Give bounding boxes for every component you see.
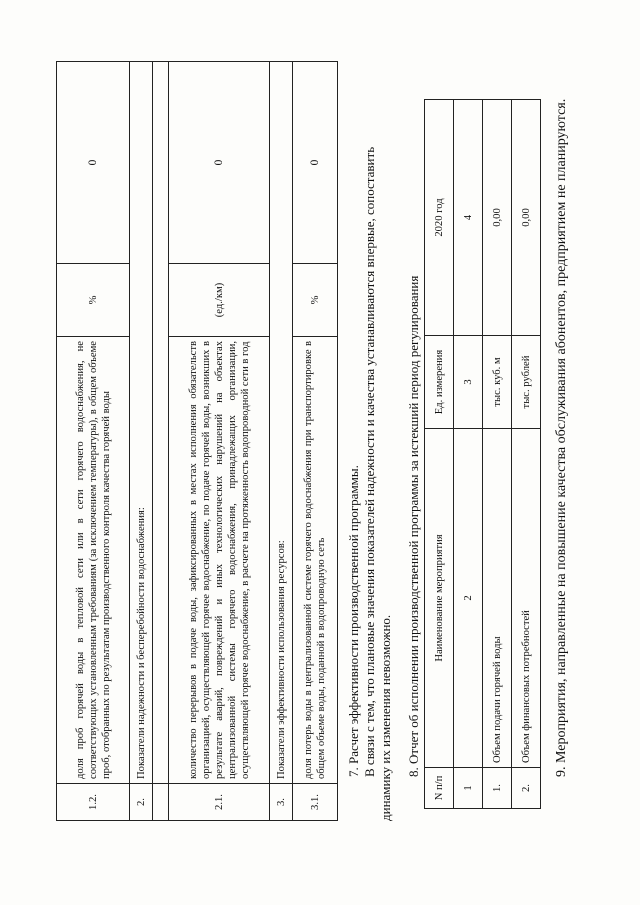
table-row [270, 62, 293, 821]
indicator-value: 0 [293, 62, 338, 264]
column-header: Наименование мероприятия [425, 429, 454, 768]
measure-name: Объем подачи горячей воды [483, 429, 512, 768]
row-number: 3.1. [293, 784, 338, 821]
column-number: 4 [454, 100, 483, 336]
table-row [483, 100, 512, 809]
table-column-numbers-row [454, 100, 483, 809]
section-number: 3. [270, 784, 293, 821]
measure-name: Объем финансовых потребностей [512, 429, 541, 768]
measure-value: 0,00 [512, 100, 541, 336]
row-number: 2. [512, 768, 541, 809]
row-number: 2.1. [169, 784, 270, 821]
indicator-value: 0 [57, 62, 130, 264]
indicators-table [56, 61, 338, 821]
indicator-description: доля проб горячей воды в тепловой сети или в сети горячего водоснабжения, не соответствующих установленным требованиям (за исключением температуры), в общем объеме проб, отобранных по результатам производственного контроля качества горячей воды [57, 337, 130, 784]
indicator-unit: % [57, 264, 130, 337]
column-header: 2020 год [425, 100, 454, 336]
report-table [424, 99, 541, 809]
indicator-unit: (ед./км) [169, 264, 270, 337]
section-8-heading: 8. Отчет об исполнении производственной программы за истекший период регулирования [406, 275, 421, 777]
section-9-text: 9. Мероприятия, направленные на повышение качества обслуживания абонентов, предприятием не планируются. [554, 98, 569, 777]
column-number: 3 [454, 336, 483, 429]
table-row [169, 62, 270, 821]
indicator-value: 0 [169, 62, 270, 264]
row-number: 1. [483, 768, 512, 809]
measure-value: 0,00 [483, 100, 512, 336]
table-row [293, 62, 338, 821]
section-title: Показатели надежности и бесперебойности водоснабжения: [130, 62, 153, 784]
section-number: 2. [130, 784, 153, 821]
table-row [57, 62, 130, 821]
table-header-row [425, 100, 454, 809]
section-7-heading: 7. Расчет эффективности производственной программы. [346, 465, 361, 777]
section-title: Показатели эффективности использования ресурсов: [270, 62, 293, 784]
measure-unit: тыс. рублей [512, 336, 541, 429]
indicator-description: доля потерь воды в централизованной системе горячего водоснабжения при транспортировке в общем объеме воды, поданной в водопроводную сеть [293, 337, 338, 784]
section-7-text-continued: динамику их изменения невозможно. [378, 614, 393, 821]
row-number: 1.2. [57, 784, 130, 821]
indicator-unit: % [293, 264, 338, 337]
table-row [512, 100, 541, 809]
table-row [130, 62, 153, 821]
table-row [153, 62, 169, 821]
section-7-text: В связи с тем, что плановые значения показателей надежности и качества устанавливаются впервые, сопоставить [362, 146, 377, 777]
column-number: 1 [454, 768, 483, 809]
column-header: Ед. измерения [425, 336, 454, 429]
empty-cell [153, 62, 169, 784]
column-header: N п/п [425, 768, 454, 809]
empty-cell [153, 784, 169, 821]
indicator-description: количество перерывов в подаче воды, зафиксированных в местах исполнения обязательств организацией, осуществляющей горячее водоснабжение, по подаче горячей воды, возникших в результате аварий, повреждений и иных технологических нарушений на объектах централизованной системы горячего водоснабжения, принадлежащих организации, осуществляющей горячее водоснабжение, в расчете на протяженность водопроводной сети в год [169, 337, 270, 784]
measure-unit: тыс. куб. м [483, 336, 512, 429]
column-number: 2 [454, 429, 483, 768]
